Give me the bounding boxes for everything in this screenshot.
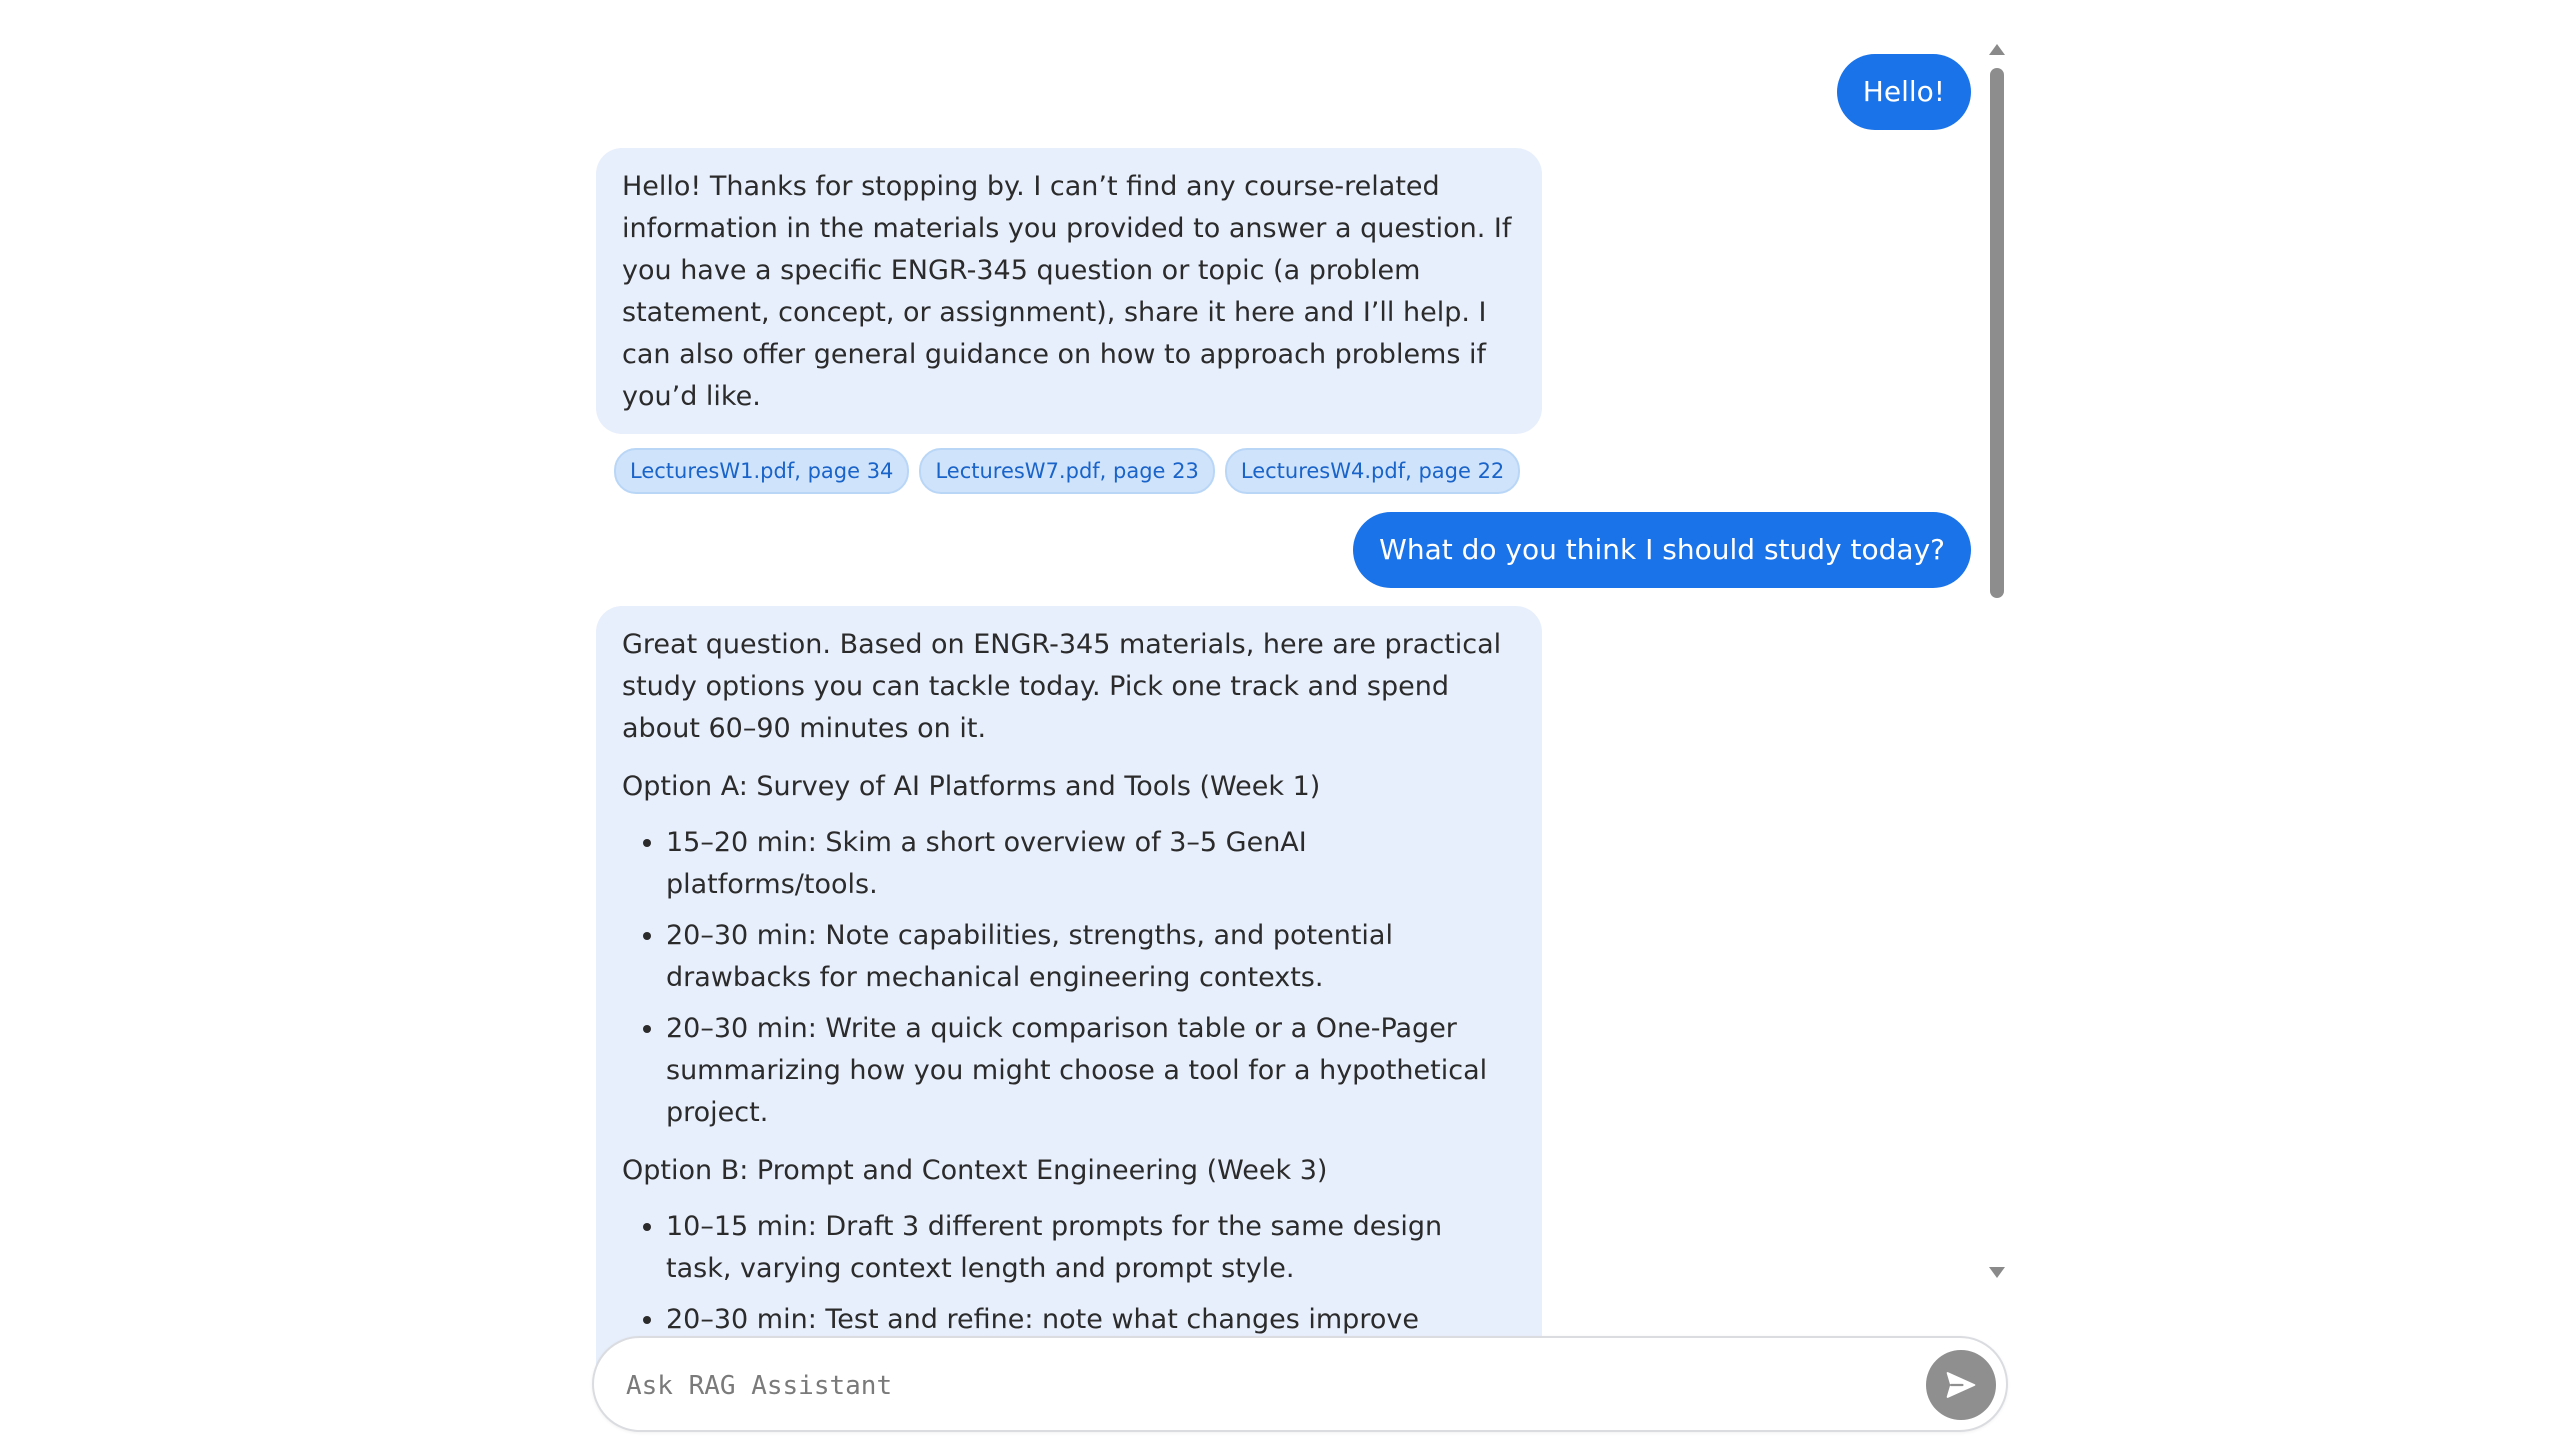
study-step: • 10–15 min: Draft 3 different prompts for the same design task, varying context length and prompt style. [666, 1206, 1516, 1290]
chat-scrollbar[interactable] [1986, 40, 2008, 1282]
assistant-message-row [596, 606, 1971, 1408]
assistant-message [596, 148, 1542, 434]
assistant-message [596, 606, 1542, 1408]
study-step-list [622, 822, 1516, 1134]
scrollbar-thumb[interactable] [1990, 68, 2004, 598]
assistant-intro-text: Great question. Based on ENGR-345 materials, here are practical study options you can tackle today. Pick one track and spend about 60–90 minutes on it. [622, 629, 1502, 744]
citation-chip[interactable]: LecturesW1.pdf, page 34 [614, 448, 909, 494]
assistant-message-row [596, 148, 1971, 494]
study-step: • 20–30 min: Test and refine: note what changes improve [666, 1299, 1516, 1383]
assistant-message-text: Hello! Thanks for stopping by. I can’t find any course-related information in the materials you provided to answer a question. If you have a specific ENGR-345 question or topic (a problem statement, concept, or assignment), share it here and I’ll help. I can also offer general guidance on how to approach problems if you’d like. [622, 171, 1512, 412]
citation-chip[interactable]: LecturesW4.pdf, page 22 [1225, 448, 1520, 494]
message-composer [592, 1336, 2008, 1432]
scroll-up-arrow-icon[interactable] [1989, 44, 2005, 55]
send-icon [1944, 1368, 1978, 1402]
user-message-row [596, 54, 1971, 130]
citation-list [614, 448, 1971, 494]
send-button[interactable] [1926, 1350, 1996, 1420]
conversation-panel[interactable] [596, 40, 1971, 1335]
user-message: Hello! [1837, 54, 1971, 130]
user-message-row [596, 512, 1971, 588]
ask-input[interactable] [624, 1360, 1898, 1412]
study-step: • 20–30 min: Note capabilities, strengths, and potential drawbacks for mechanical engineering contexts. [666, 915, 1516, 999]
option-heading: Option A: Survey of AI Platforms and Tools (Week 1) [622, 771, 1321, 802]
option-heading: Option B: Prompt and Context Engineering (Week 3) [622, 1155, 1328, 1186]
user-message: What do you think I should study today? [1353, 512, 1971, 588]
citation-chip[interactable]: LecturesW7.pdf, page 23 [919, 448, 1214, 494]
study-step: • 15–20 min: Skim a short overview of 3–5 GenAI platforms/tools. [666, 822, 1516, 906]
study-step: • 20–30 min: Write a quick comparison table or a One-Pager summarizing how you might choose a tool for a hypothetical project. [666, 1008, 1516, 1134]
scroll-down-arrow-icon[interactable] [1989, 1267, 2005, 1278]
